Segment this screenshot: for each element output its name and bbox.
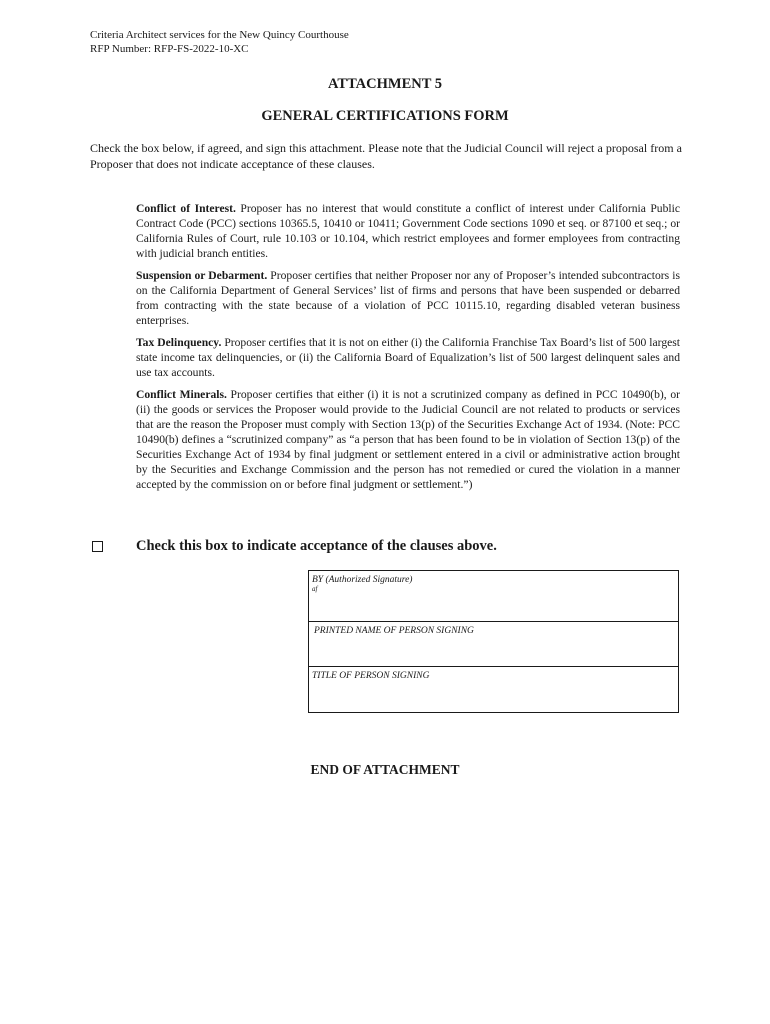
- clause-heading: Conflict of Interest.: [136, 202, 236, 215]
- printed-name-label: PRINTED NAME OF PERSON SIGNING: [314, 626, 474, 636]
- clause-conflict-of-interest: [136, 201, 680, 261]
- rfp-number: RFP Number: RFP-FS-2022-10-XC: [90, 43, 249, 55]
- printed-name-field[interactable]: [309, 622, 678, 667]
- clauses-list: [136, 201, 680, 499]
- title-field[interactable]: [309, 667, 678, 712]
- signature-table: [308, 570, 679, 713]
- form-title: GENERAL CERTIFICATIONS FORM: [261, 108, 509, 124]
- clause-conflict-minerals: [136, 387, 680, 492]
- clause-heading: Suspension or Debarment.: [136, 269, 268, 282]
- acceptance-label: Check this box to indicate acceptance of the clauses above.: [136, 538, 497, 554]
- clause-heading: Tax Delinquency.: [136, 336, 222, 349]
- acceptance-checkbox[interactable]: [92, 541, 103, 552]
- clause-text: Proposer certifies that it is not on either (i) the California Franchise Tax Board’s list of 500 largest state income tax delinquencies, or (ii) the California Board of Equalization’s list of 500 largest delinquent sales and use tax accounts.: [136, 336, 680, 379]
- clause-heading: Conflict Minerals.: [136, 388, 227, 401]
- project-title: Criteria Architect services for the New Quincy Courthouse: [90, 29, 349, 41]
- clause-text: Proposer certifies that neither Proposer nor any of Proposer’s intended subcontractors is on the California Department of General Services’ list of firms and persons that have been suspended or debarred from contracting with the state because of a violation of PCC 10115.10, regarding disabled veteran business enterprises.: [136, 269, 680, 327]
- intro-paragraph: Check the box below, if agreed, and sign this attachment. Please note that the Judicial Council will reject a proposal from a Proposer that does not indicate acceptance of these clauses.: [90, 141, 682, 171]
- end-of-attachment: END OF ATTACHMENT: [310, 762, 460, 777]
- title-label: TITLE OF PERSON SIGNING: [312, 671, 430, 681]
- document-header: [90, 28, 349, 56]
- clause-text: Proposer has no interest that would constitute a conflict of interest under California Public Contract Code (PCC) sections 10365.5, 10410 or 10411; Government Code sections 1090 et seq. or 87100 et seq.; or California Rules of Court, rule 10.103 or 10.104, which restrict employees and former employees from contracting with judicial branch entities.: [136, 202, 680, 260]
- clause-text: Proposer certifies that either (i) it is not a scrutinized company as defined in PCC 10490(b), or (ii) the goods or services the Proposer would provide to the Judicial Council are not related to products or services that are the reason the Proposer must comply with Section 13(p) of the Securities Exchange Act of 1934. (Note: PCC 10490(b) defines a “scrutinized company” as “a person that has been found to be in violation of Section 13(p) of the Securities Exchange Act of 1934 by final judgment or settlement entered in a civil or administrative action brought by the Securities and Exchange Commission and the person has not remedied or cured the violation in a manner accepted by the commission on or before final judgment or settlement.”): [136, 388, 680, 491]
- clause-tax-delinquency: [136, 335, 680, 380]
- clause-suspension-debarment: [136, 268, 680, 328]
- signature-mark: af: [312, 585, 318, 593]
- signature-field[interactable]: [309, 571, 678, 622]
- signature-label: BY (Authorized Signature): [312, 575, 413, 585]
- attachment-title: ATTACHMENT 5: [328, 76, 442, 92]
